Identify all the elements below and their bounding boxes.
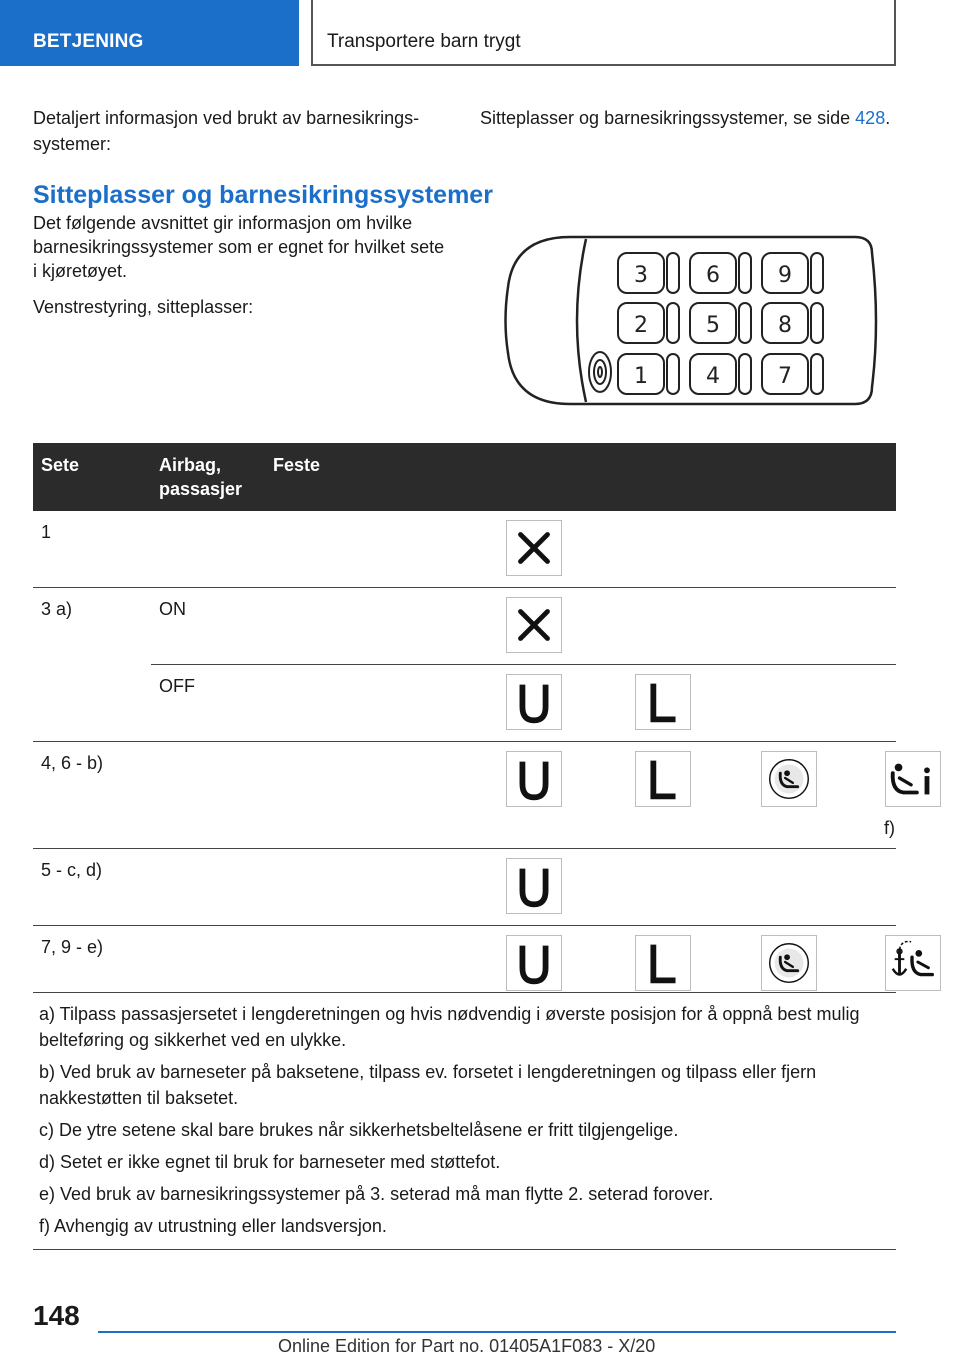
intro-right-text: Sitteplasser og barnesikringssystemer, se side bbox=[480, 108, 856, 128]
seat-position-4 bbox=[690, 354, 751, 394]
seat-position-9 bbox=[762, 253, 823, 293]
fixing-cell bbox=[265, 588, 896, 665]
intro-right-suffix: . bbox=[885, 108, 891, 128]
fixing-cell bbox=[265, 742, 896, 849]
intro-paragraph: Venstrestyring, sitteplasser: bbox=[33, 297, 254, 317]
intro-paragraph: Det følgende avsnittet gir informasjon om hvilke barnesikringssystemer som er egnet for hvilket sete i kjøretøyet. bbox=[33, 213, 445, 281]
svg-text:2: 2 bbox=[634, 313, 648, 338]
fixing-cell bbox=[265, 511, 896, 588]
svg-text:5: 5 bbox=[706, 313, 720, 338]
i-size-info-icon bbox=[885, 751, 941, 807]
footnote: b) Ved bruk av barneseter på baksetene, tilpass ev. forsetet i lengderetningen og tilpass eller fjern nakkestøtten til baksetet. bbox=[39, 1062, 817, 1108]
vehicle-front bbox=[577, 239, 586, 402]
seat-cell: 4, 6 - b) bbox=[33, 742, 151, 849]
table-row bbox=[33, 742, 896, 849]
svg-text:9: 9 bbox=[778, 263, 792, 288]
seat-position-1 bbox=[618, 354, 679, 394]
table-row bbox=[33, 926, 896, 1003]
svg-text:3: 3 bbox=[634, 263, 648, 288]
section-label: BETJENING bbox=[33, 31, 144, 52]
airbag-cell bbox=[151, 511, 265, 588]
seat-position-2 bbox=[618, 303, 679, 343]
section-heading: Sitteplasser og barnesikringssystemer bbox=[33, 181, 493, 209]
chapter-title-box bbox=[311, 0, 896, 66]
footnote: a) Tilpass passasjersetet i lengderetningen og hvis nødvendig i øverste posisjon for å oppnå best mulig belteføring og sikkerhet ved en ulykke. bbox=[39, 1004, 860, 1050]
svg-text:6: 6 bbox=[706, 263, 720, 288]
intro-left: Detaljert informasjon ved brukt av barnesikrings-systemer: bbox=[33, 108, 420, 154]
page-number: 148 bbox=[33, 1300, 80, 1331]
fixing-cell bbox=[265, 849, 896, 926]
svg-text:7: 7 bbox=[778, 364, 792, 389]
table-row bbox=[33, 665, 896, 742]
x-icon bbox=[506, 520, 562, 576]
chapter-title: Transportere barn trygt bbox=[327, 31, 521, 52]
seat-cell: 1 bbox=[33, 511, 151, 588]
svg-text:8: 8 bbox=[778, 313, 792, 338]
semi-universal-l-icon bbox=[635, 751, 691, 807]
seat-grid bbox=[618, 253, 823, 394]
seat-position-6 bbox=[690, 253, 751, 293]
seat-position-5 bbox=[690, 303, 751, 343]
seat-position-7 bbox=[762, 354, 823, 394]
header-fixing: Feste bbox=[265, 443, 896, 511]
section-tab bbox=[0, 0, 299, 66]
universal-u-icon bbox=[506, 751, 562, 807]
i-size-seat-icon bbox=[761, 935, 817, 991]
footnote: c) De ytre setene skal bare brukes når sikkerhetsbeltelåsene er fritt tilgjengelige. bbox=[39, 1120, 679, 1140]
universal-u-icon bbox=[506, 935, 562, 991]
header-airbag: Airbag, passasjer bbox=[151, 443, 265, 511]
footnote: e) Ved bruk av barnesikringssystemer på 3. seterad må man flytte 2. seterad forover. bbox=[39, 1184, 714, 1204]
x-icon bbox=[506, 597, 562, 653]
airbag-cell: OFF bbox=[151, 665, 265, 742]
universal-u-icon bbox=[506, 858, 562, 914]
footer-divider bbox=[98, 1331, 896, 1333]
seat-cell: 7, 9 - e) bbox=[41, 937, 104, 957]
seat-position-8 bbox=[762, 303, 823, 343]
svg-text:1: 1 bbox=[634, 364, 648, 389]
header-seat: Sete bbox=[33, 443, 151, 511]
seat-table bbox=[33, 443, 896, 1002]
footer-edition: Online Edition for Part no. 01405A1F083 - X/20 bbox=[278, 1336, 656, 1356]
i-size-seat-icon bbox=[761, 751, 817, 807]
footnote: d) Setet er ikke egnet til bruk for barneseter med støttefot. bbox=[39, 1152, 501, 1172]
airbag-cell bbox=[151, 926, 265, 1003]
airbag-cell bbox=[151, 742, 265, 849]
airbag-cell bbox=[151, 849, 265, 926]
semi-universal-l-icon bbox=[635, 674, 691, 730]
fixing-cell bbox=[265, 665, 896, 742]
page-link[interactable]: 428 bbox=[855, 108, 886, 128]
svg-text:4: 4 bbox=[706, 364, 720, 389]
icon-footnote-ref: f) bbox=[884, 818, 895, 838]
semi-universal-l-icon bbox=[635, 935, 691, 991]
isofix-anchor-icon bbox=[885, 935, 941, 991]
seat-cell: 5 - c, d) bbox=[33, 849, 151, 926]
footnote: f) Avhengig av utrustning eller landsversjon. bbox=[39, 1216, 387, 1236]
seat-cell: 3 a) bbox=[33, 588, 151, 742]
table-row bbox=[33, 588, 896, 665]
intro-text bbox=[33, 211, 453, 331]
table-header-row bbox=[33, 443, 896, 511]
universal-u-icon bbox=[506, 674, 562, 730]
airbag-cell: ON bbox=[151, 588, 265, 665]
table-row bbox=[33, 849, 896, 926]
intro-right bbox=[480, 105, 900, 131]
steering-wheel-icon bbox=[589, 352, 611, 392]
footnotes bbox=[33, 992, 896, 1250]
seat-position-3 bbox=[618, 253, 679, 293]
fixing-cell bbox=[265, 926, 896, 1003]
seat-layout-diagram bbox=[500, 233, 880, 408]
table-row bbox=[33, 511, 896, 588]
